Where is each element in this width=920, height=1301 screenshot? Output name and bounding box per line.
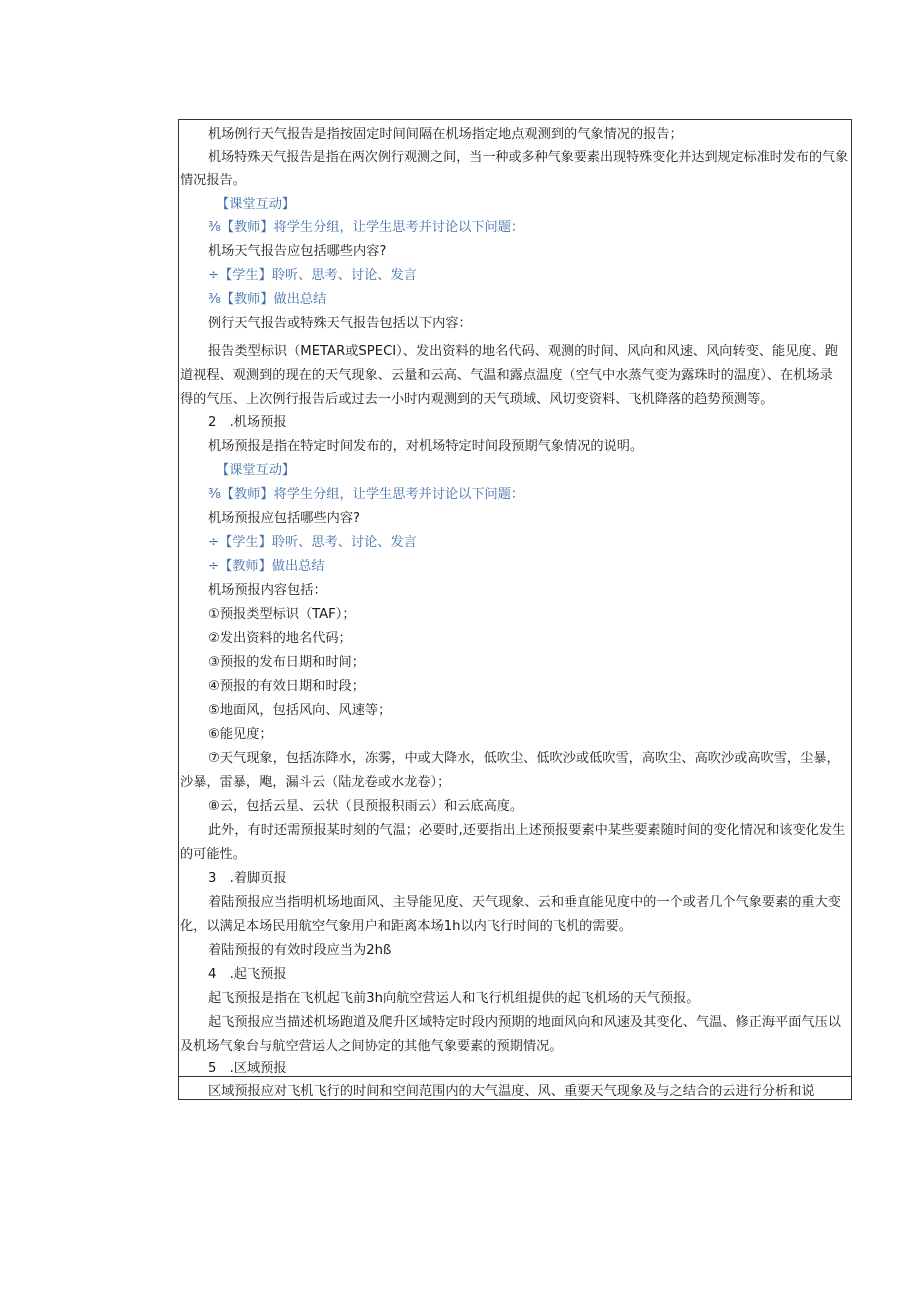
classroom-interaction-heading: 【课堂互动】 — [216, 463, 296, 478]
list-item: ⑦天气现象，包括冻降水，冻雾，中或大降水，低吹尘、低吹沙或低吹雪，高吹尘、高吹沙或高吹雪，尘暴， — [208, 751, 840, 766]
text-line: 此外，有时还需预报某时刻的气温；必要时,还要指出上述预报要素中某些要素随时间的变化情况和该变化发生 — [208, 823, 846, 838]
student-activity: ÷【学生】聆听、思考、讨论、发言 — [208, 535, 417, 550]
text-line: 着陆预报应当指明机场地面风、主导能见度、天气现象、云和垂直能见度中的一个或者几个气象要素的重大变 — [208, 895, 841, 910]
list-item: ⑤地面风，包括风向、风速等； — [208, 703, 392, 718]
section-heading: 3 .着脚页报 — [208, 871, 287, 886]
list-item: ②发出资料的地名代码； — [208, 631, 352, 646]
list-item: ⑥能见度； — [208, 727, 273, 742]
text-line: 机场例行天气报告是指按固定时间间隔在机场指定地点观测到的气象情况的报告； — [208, 127, 683, 142]
text-line: 起飞预报应当描述机场跑道及爬升区域特定时段内预期的地面风向和风速及其变化、气温、修正海平面气压以 — [208, 1015, 841, 1030]
question-text: 机场天气报告应包括哪些内容? — [208, 244, 387, 259]
text-line: 道视程、观测到的现在的天气现象、云量和云高、气温和露点温度（空气中水蒸气变为露珠时的温度）、在机场录 — [180, 368, 833, 383]
text-line: 报告类型标识（METAR或SPECI）、发出资料的地名代码、观测的时间、风向和风速、风向转变、能见度、跑 — [208, 344, 838, 359]
text-line: 例行天气报告或特殊天气报告包括以下内容： — [208, 316, 472, 331]
text-line: 区域预报应对飞机飞行的时间和空间范围内的大气温度、风、重要天气现象及与之结合的云进行分析和说 — [208, 1084, 815, 1099]
section-heading: 4 .起飞预报 — [208, 967, 287, 982]
text-line: 机场特殊天气报告是指在两次例行观测之间，当一种或多种气象要素出现特殊变化并达到规定标准时发布的气象 — [208, 150, 849, 165]
teacher-instruction: ⅜【教师】将学生分组，让学生思考并讨论以下问题： — [208, 487, 525, 502]
list-item: 沙暴，雷暴，飑，漏斗云（陆龙卷或水龙卷）； — [180, 775, 451, 790]
teacher-instruction: ⅜【教师】将学生分组，让学生思考并讨论以下问题： — [208, 220, 525, 235]
section-heading: 5 .区域预报 — [208, 1061, 287, 1076]
text-line: 着陆预报的有效时段应当为2hß — [208, 943, 392, 958]
teacher-summary: ⅜【教师】做出总结 — [208, 292, 327, 307]
text-line: 机场预报是指在特定时间发布的，对机场特定时间段预期气象情况的说明。 — [208, 439, 644, 454]
list-item: ③预报的发布日期和时间； — [208, 655, 365, 670]
text-line: 得的气压、上次例行报告后或过去一小时内观测到的天气琐域、风切变资料、飞机降落的趋势预测等。 — [180, 392, 774, 407]
text-line: 情况报告。 — [180, 173, 246, 188]
text-line: 机场预报内容包括： — [208, 583, 327, 598]
student-activity: ÷【学生】聆听、思考、讨论、发言 — [208, 268, 417, 283]
text-line: 化，以满足本场民用航空气象用户和距离本场1h以内飞行时间的飞机的需要。 — [180, 919, 632, 934]
text-line: 的可能性。 — [180, 847, 246, 862]
classroom-interaction-heading: 【课堂互动】 — [216, 197, 296, 212]
text-line: 起飞预报是指在飞机起飞前3h向航空营运人和飞行机组提供的起飞机场的天气预报。 — [208, 991, 700, 1006]
teacher-summary: ÷【教师】做出总结 — [208, 559, 325, 574]
question-text: 机场预报应包括哪些内容? — [208, 511, 361, 526]
text-line: 及机场气象台与航空营运人之间协定的其他气象要素的预期情况。 — [180, 1039, 563, 1054]
section-heading: 2 .机场预报 — [208, 415, 287, 430]
list-item: ①预报类型标识（TAF）； — [208, 607, 356, 622]
list-item: ④预报的有效日期和时段； — [208, 679, 365, 694]
list-item: ⑧云，包括云星、云状（艮预报积雨云）和云底高度。 — [208, 799, 524, 814]
